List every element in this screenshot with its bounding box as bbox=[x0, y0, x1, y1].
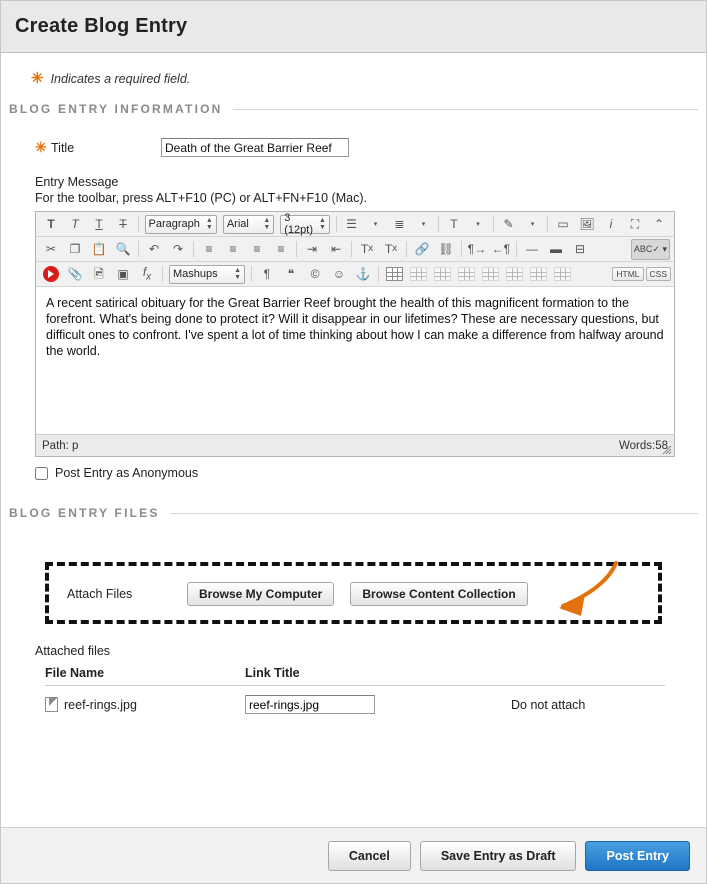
text-color-dropdown-icon[interactable]: ▾ bbox=[476, 220, 480, 228]
toolbar-separator bbox=[461, 241, 462, 257]
form-body bbox=[1, 138, 706, 480]
font-family-select[interactable] bbox=[223, 215, 274, 234]
mashups-label: Mashups bbox=[173, 268, 218, 280]
form-footer bbox=[1, 827, 706, 883]
anchor-icon[interactable]: ⚓ bbox=[355, 267, 371, 281]
editor-path: Path: p bbox=[42, 439, 79, 452]
toolbar-separator bbox=[438, 216, 439, 232]
file-name-text: reef-rings.jpg bbox=[64, 697, 137, 712]
table-row-icon[interactable] bbox=[407, 263, 429, 285]
copy-icon[interactable]: ❐ bbox=[69, 242, 81, 256]
toolbar-separator bbox=[138, 241, 139, 257]
resize-grip-icon[interactable] bbox=[662, 445, 672, 455]
editor-toolbar-row-3 bbox=[36, 262, 674, 287]
attached-files-table bbox=[45, 664, 665, 723]
table-merge-icon[interactable] bbox=[479, 263, 501, 285]
bullet-list-icon[interactable]: ☰ bbox=[346, 217, 357, 231]
post-entry-button[interactable]: Post Entry bbox=[585, 841, 690, 871]
required-field-text: Indicates a required field. bbox=[50, 71, 191, 86]
table-props-icon[interactable] bbox=[527, 263, 549, 285]
toolbar-separator bbox=[138, 216, 139, 232]
section-divider bbox=[170, 513, 698, 514]
post-anonymous-row[interactable] bbox=[35, 466, 706, 480]
entry-message-label: Entry Message bbox=[35, 175, 119, 189]
insert-image-icon[interactable]: 🖼 bbox=[579, 217, 595, 231]
title-label: Title bbox=[51, 140, 75, 155]
file-icon bbox=[45, 697, 58, 712]
paragraph-mark-icon[interactable]: ¶ bbox=[263, 267, 271, 281]
chevron-updown-icon: ▲ ▼ bbox=[263, 217, 271, 231]
table-header-row bbox=[45, 664, 665, 686]
strikethrough-icon[interactable]: T bbox=[119, 217, 127, 231]
blockquote-icon[interactable]: ❝ bbox=[287, 267, 295, 281]
formula-icon[interactable]: $f_x$ bbox=[142, 264, 152, 283]
toolbar-separator bbox=[378, 266, 379, 282]
title-required-star-icon: ✳ bbox=[35, 139, 47, 155]
undo-icon[interactable]: ↶ bbox=[148, 242, 160, 256]
column-link-title: Link Title bbox=[245, 664, 511, 686]
cancel-button[interactable]: Cancel bbox=[328, 841, 411, 871]
spellcheck-icon[interactable]: ABC✓ ▾ bbox=[631, 239, 670, 260]
paperclip-icon[interactable]: 📎 bbox=[67, 267, 83, 281]
link-icon[interactable]: 🔗 bbox=[414, 242, 430, 256]
section-label: BLOG ENTRY INFORMATION bbox=[9, 102, 223, 116]
video-icon[interactable]: ▣ bbox=[117, 267, 129, 281]
align-justify-icon[interactable]: ≡ bbox=[277, 242, 285, 256]
line-icon[interactable]: ▬ bbox=[550, 242, 562, 256]
html-button[interactable]: HTML bbox=[612, 267, 643, 282]
toolbar-separator bbox=[547, 216, 548, 232]
chevron-updown-icon: ▲ ▼ bbox=[319, 217, 326, 231]
image-icon[interactable]: 🖻 bbox=[94, 267, 104, 281]
underline-icon[interactable]: T bbox=[95, 217, 103, 231]
copyright-icon[interactable]: © bbox=[310, 267, 320, 281]
bullet-list-dropdown-icon[interactable]: ▾ bbox=[373, 220, 378, 228]
css-button[interactable]: CSS bbox=[646, 267, 671, 282]
table-column-icon[interactable] bbox=[431, 263, 453, 285]
align-left-icon[interactable]: ≡ bbox=[205, 242, 213, 256]
editor-word-count: Words:58 bbox=[618, 439, 668, 452]
numbered-list-dropdown-icon[interactable]: ▾ bbox=[421, 220, 426, 228]
toolbar-separator bbox=[193, 241, 194, 257]
browse-my-computer-button[interactable]: Browse My Computer bbox=[187, 582, 334, 606]
column-file-name: File Name bbox=[45, 664, 245, 686]
editor-toolbar-row-1 bbox=[36, 212, 674, 237]
save-draft-button[interactable]: Save Entry as Draft bbox=[420, 841, 577, 871]
font-size-select[interactable] bbox=[280, 212, 330, 236]
title-field-row bbox=[35, 138, 706, 157]
editor-toolbar-row-2 bbox=[36, 237, 674, 262]
toolbar-separator bbox=[162, 266, 163, 282]
chevron-updown-icon: ▲ ▼ bbox=[234, 267, 241, 281]
toolbar-separator bbox=[406, 241, 407, 257]
browse-content-collection-button[interactable]: Browse Content Collection bbox=[350, 582, 527, 606]
attach-files-label: Attach Files bbox=[67, 587, 133, 601]
table-cell-icon[interactable] bbox=[455, 263, 477, 285]
required-field-note bbox=[1, 53, 706, 86]
title-input[interactable] bbox=[161, 138, 349, 157]
unlink-icon[interactable]: ⛓ bbox=[438, 242, 454, 256]
highlighter-dropdown-icon[interactable]: ▾ bbox=[530, 220, 535, 228]
outdent-icon[interactable]: ⇤ bbox=[330, 242, 342, 256]
fullscreen-icon[interactable]: ⛶ bbox=[630, 217, 640, 231]
align-right-icon[interactable]: ≡ bbox=[253, 242, 261, 256]
mashups-select[interactable] bbox=[169, 265, 245, 284]
section-blog-entry-information bbox=[9, 102, 706, 116]
link-title-input[interactable] bbox=[245, 695, 375, 714]
horizontal-rule-icon[interactable]: — bbox=[526, 242, 538, 256]
do-not-attach-cell bbox=[511, 686, 665, 724]
table-delete-icon[interactable] bbox=[551, 263, 573, 285]
code-buttons bbox=[612, 267, 671, 282]
chevron-updown-icon: ▲ ▼ bbox=[205, 217, 213, 231]
redo-icon[interactable]: ↷ bbox=[172, 242, 184, 256]
table-row bbox=[45, 686, 665, 724]
attach-files-area bbox=[1, 554, 706, 632]
align-center-icon[interactable]: ≡ bbox=[229, 242, 237, 256]
toolbar-separator bbox=[493, 216, 494, 232]
scissors-icon[interactable]: ✂ bbox=[45, 242, 57, 256]
ltr-icon[interactable]: ¶→ bbox=[467, 242, 487, 256]
toolbar-separator bbox=[336, 216, 337, 232]
record-icon[interactable] bbox=[40, 263, 62, 285]
attached-files-heading: Attached files bbox=[35, 644, 111, 658]
italic-icon[interactable]: T bbox=[71, 217, 79, 231]
info-icon[interactable]: i bbox=[609, 217, 613, 231]
paragraph-style-value: Paragraph bbox=[148, 218, 200, 230]
superscript-icon[interactable]: T x bbox=[360, 242, 374, 256]
font-size-value: 3 (12pt) bbox=[284, 212, 314, 236]
editor-status-bar bbox=[36, 434, 674, 456]
toolbar-separator bbox=[351, 241, 352, 257]
indent-icon[interactable]: ⇥ bbox=[306, 242, 318, 256]
post-anonymous-label: Post Entry as Anonymous bbox=[55, 466, 199, 480]
page-header bbox=[1, 1, 706, 53]
link-title-cell bbox=[245, 686, 511, 724]
post-anonymous-checkbox[interactable] bbox=[35, 467, 48, 480]
attach-controls bbox=[67, 582, 528, 606]
emoji-icon[interactable]: ☺ bbox=[332, 267, 346, 281]
collapse-toolbar-icon[interactable]: ⌃ bbox=[653, 217, 665, 231]
required-star-icon: ✳ bbox=[31, 70, 44, 87]
insert-table-icon[interactable] bbox=[383, 263, 405, 285]
paragraph-style-select[interactable] bbox=[145, 215, 217, 234]
do-not-attach-link[interactable]: Do not attach bbox=[511, 697, 586, 712]
page-break-icon[interactable]: ⊟ bbox=[574, 242, 586, 256]
section-blog-entry-files bbox=[9, 506, 706, 520]
section-divider bbox=[233, 109, 698, 110]
numbered-list-icon[interactable]: ≣ bbox=[394, 217, 405, 231]
column-action bbox=[511, 664, 665, 686]
font-family-value: Arial bbox=[226, 218, 249, 230]
subscript-icon[interactable]: T x bbox=[384, 242, 398, 256]
toolbar-hint: For the toolbar, press ALT+F10 (PC) or ALT+FN+F10 (Mac). bbox=[35, 191, 367, 205]
file-name-cell bbox=[45, 686, 245, 724]
table-split-icon[interactable] bbox=[503, 263, 525, 285]
section-label: BLOG ENTRY FILES bbox=[9, 506, 160, 520]
toolbar-separator bbox=[516, 241, 517, 257]
bold-icon[interactable]: T bbox=[47, 217, 55, 231]
search-icon[interactable]: 🔍 bbox=[115, 242, 131, 256]
text-color-icon[interactable]: T bbox=[450, 217, 458, 231]
display-icon[interactable]: ▭ bbox=[557, 217, 569, 231]
rich-text-editor bbox=[35, 211, 675, 457]
rtl-icon[interactable]: ←¶ bbox=[491, 242, 511, 256]
page-title: Create Blog Entry bbox=[15, 15, 188, 37]
paste-icon[interactable]: 📋 bbox=[91, 242, 107, 256]
toolbar-separator bbox=[251, 266, 252, 282]
highlighter-icon[interactable]: ✎ bbox=[503, 217, 514, 231]
editor-content[interactable]: A recent satirical obituary for the Great Barrier Reef brought the health of this magnificent formation to the forefront. What's being done to protect it? Will it disappear in our lifetimes? These are necessary questions, but difficult ones to confront. I've spent a lot of time thinking about how I can make a difference from halfway around the world. bbox=[36, 287, 674, 434]
toolbar-separator bbox=[296, 241, 297, 257]
